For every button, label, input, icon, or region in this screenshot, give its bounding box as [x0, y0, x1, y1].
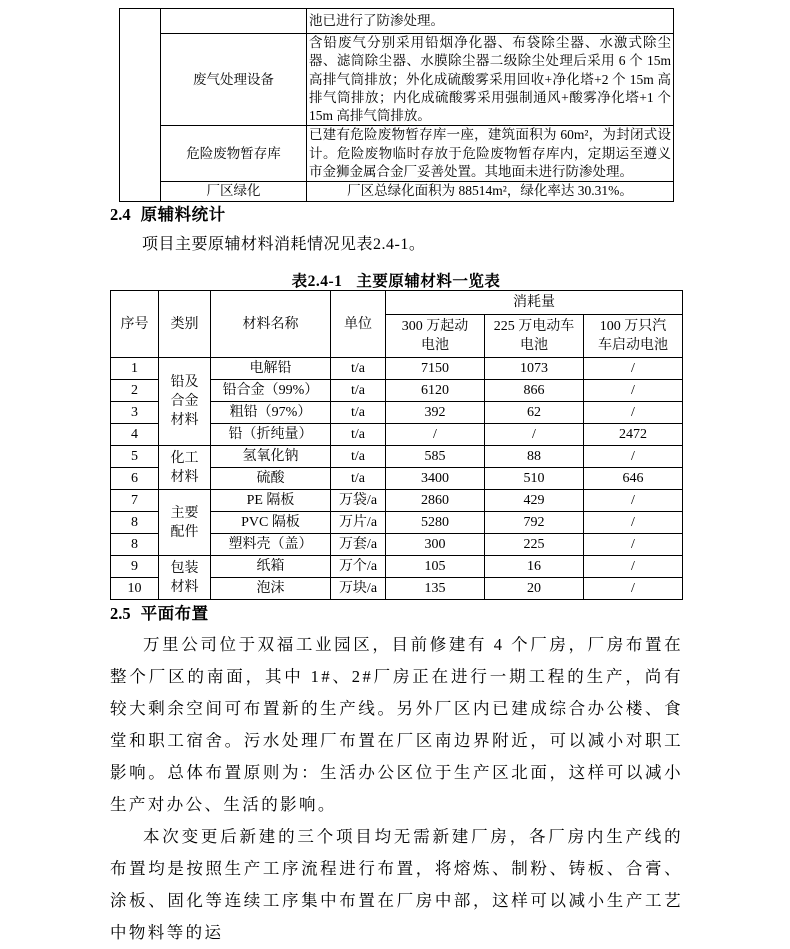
facility-label-cell: [161, 9, 307, 34]
cell-v100: /: [584, 402, 683, 424]
cell-v100: /: [584, 446, 683, 468]
cell-v100: /: [584, 556, 683, 578]
table-caption: [110, 269, 682, 291]
cell-no: 10: [111, 578, 159, 600]
cell-material: 氢氧化钠: [211, 446, 331, 468]
cell-v225: 20: [485, 578, 584, 600]
cell-v225: 429: [485, 490, 584, 512]
cell-no: 9: [111, 556, 159, 578]
facility-label-cell: 危险废物暂存库: [161, 126, 307, 182]
cell-no: 4: [111, 424, 159, 446]
col-header-material: 材料名称: [211, 291, 331, 358]
cell-unit: t/a: [331, 402, 386, 424]
section-2-4-heading: [110, 201, 226, 225]
facility-content-cell: 厂区总绿化面积为 88514m²，绿化率达 30.31%。: [307, 182, 674, 201]
table-row: [111, 490, 683, 512]
facility-content-cell: 含铅废气分别采用铅烟净化器、布袋除尘器、水激式除尘器、滤筒除尘器、水膜除尘器二级除尘处理后采用 6 个 15m 高排气筒排放；外化成硫酸雾采用回收+净化塔+2 个 15m 高排气筒排放；内化成硫酸雾采用强制通风+酸雾净化塔+1 个 15m 高排气筒排放。: [307, 34, 674, 126]
table-row: [111, 446, 683, 468]
category-cell-packaging: 包装 材料: [159, 556, 211, 600]
paragraph-2: 本次变更后新建的三个项目均无需新建厂房，各厂房内生产线的布置均是按照生产工序流程进行布置，将熔炼、制粉、铸板、合膏、涂板、固化等连续工序集中布置在厂房中部，这样可以减小生产工艺中物料等的运: [110, 827, 683, 942]
facility-table: [119, 8, 674, 202]
section-title: 原辅料统计: [140, 205, 226, 224]
cell-material: PVC 隔板: [211, 512, 331, 534]
cell-no: 8: [111, 534, 159, 556]
cell-material: 塑料壳（盖）: [211, 534, 331, 556]
section-title: 平面布置: [140, 604, 209, 623]
materials-table: [110, 290, 683, 600]
cell-unit: 万袋/a: [331, 490, 386, 512]
category-cell-chemical: 化工 材料: [159, 446, 211, 490]
cell-material: 铅合金（99%）: [211, 380, 331, 402]
cell-v225: 88: [485, 446, 584, 468]
cell-unit: t/a: [331, 468, 386, 490]
table-caption-title: 主要原辅材料一览表: [356, 273, 501, 290]
table-caption-label: 表2.4-1: [291, 273, 343, 290]
cell-unit: t/a: [331, 358, 386, 380]
facility-content-cell: 已建有危险废物暂存库一座，建筑面积为 60m²，为封闭式设计。危险废物临时存放于危险废物暂存库内，定期运至遵义市金狮金属合金厂妥善处置。其地面未进行防渗处理。: [307, 126, 674, 182]
cell-unit: t/a: [331, 380, 386, 402]
cell-v300: 585: [386, 446, 485, 468]
cell-v100: /: [584, 512, 683, 534]
cell-v100: 646: [584, 468, 683, 490]
section-number: 2.4: [110, 205, 131, 224]
cell-material: 粗铅（97%）: [211, 402, 331, 424]
cell-v225: 510: [485, 468, 584, 490]
cell-v300: 2860: [386, 490, 485, 512]
col-header-category: 类别: [159, 291, 211, 358]
cell-v300: 105: [386, 556, 485, 578]
col-header-battery-ev: 225 万电动车 电池: [485, 315, 584, 358]
cell-v300: 300: [386, 534, 485, 556]
cell-v225: 62: [485, 402, 584, 424]
cell-v100: /: [584, 380, 683, 402]
cell-v100: 2472: [584, 424, 683, 446]
cell-v300: /: [386, 424, 485, 446]
cell-no: 7: [111, 490, 159, 512]
section-2-4-paragraph: 项目主要原辅材料消耗情况见表2.4-1。: [142, 236, 426, 253]
cell-no: 6: [111, 468, 159, 490]
cell-v300: 3400: [386, 468, 485, 490]
section-2-5-body: [110, 629, 683, 949]
facility-table-spacer-cell: [120, 9, 161, 202]
facility-label-cell: 废气处理设备: [161, 34, 307, 126]
facility-label-cell: 厂区绿化: [161, 182, 307, 201]
section-number: 2.5: [110, 604, 131, 623]
cell-material: 铅（折纯量）: [211, 424, 331, 446]
table-row: [111, 358, 683, 380]
col-header-unit: 单位: [331, 291, 386, 358]
cell-v300: 5280: [386, 512, 485, 534]
cell-v225: 225: [485, 534, 584, 556]
cell-unit: t/a: [331, 446, 386, 468]
cell-v100: /: [584, 490, 683, 512]
cell-material: PE 隔板: [211, 490, 331, 512]
cell-v100: /: [584, 578, 683, 600]
cell-unit: 万个/a: [331, 556, 386, 578]
col-header-index: 序号: [111, 291, 159, 358]
cell-v225: 16: [485, 556, 584, 578]
table-row: [111, 556, 683, 578]
col-header-battery-auto: 100 万只汽 车启动电池: [584, 315, 683, 358]
cell-material: 电解铅: [211, 358, 331, 380]
cell-v225: 792: [485, 512, 584, 534]
cell-material: 泡沫: [211, 578, 331, 600]
cell-v225: 866: [485, 380, 584, 402]
cell-unit: 万块/a: [331, 578, 386, 600]
col-header-consumption: 消耗量: [386, 291, 683, 315]
cell-no: 1: [111, 358, 159, 380]
paragraph-1: 万里公司位于双福工业园区，目前修建有 4 个厂房，厂房布置在整个厂区的南面，其中 1#、2#厂房正在进行一期工程的生产，尚有较大剩余空间可布置新的生产线。另外厂区内已建成综合办公楼、食堂和职工宿舍。污水处理厂布置在厂区南边界附近，可以减小对职工影响。总体布置原则为：生活办公区位于生产区北面，这样可以减小生产对办公、生活的影响。: [110, 635, 683, 814]
cell-material: 纸箱: [211, 556, 331, 578]
cell-no: 8: [111, 512, 159, 534]
cell-v225: 1073: [485, 358, 584, 380]
cell-v225: /: [485, 424, 584, 446]
category-cell-main-parts: 主要 配件: [159, 490, 211, 556]
cell-v300: 392: [386, 402, 485, 424]
facility-content-cell: 池已进行了防渗处理。: [307, 9, 674, 34]
cell-unit: 万套/a: [331, 534, 386, 556]
cell-no: 2: [111, 380, 159, 402]
cell-unit: t/a: [331, 424, 386, 446]
cell-v100: /: [584, 534, 683, 556]
cell-v100: /: [584, 358, 683, 380]
cell-material: 硫酸: [211, 468, 331, 490]
col-header-battery-start: 300 万起动 电池: [386, 315, 485, 358]
section-2-5-heading: [110, 600, 209, 624]
category-cell-lead-alloy: 铅及 合金 材料: [159, 358, 211, 446]
cell-no: 5: [111, 446, 159, 468]
cell-unit: 万片/a: [331, 512, 386, 534]
cell-v300: 135: [386, 578, 485, 600]
cell-v300: 7150: [386, 358, 485, 380]
cell-v300: 6120: [386, 380, 485, 402]
cell-no: 3: [111, 402, 159, 424]
